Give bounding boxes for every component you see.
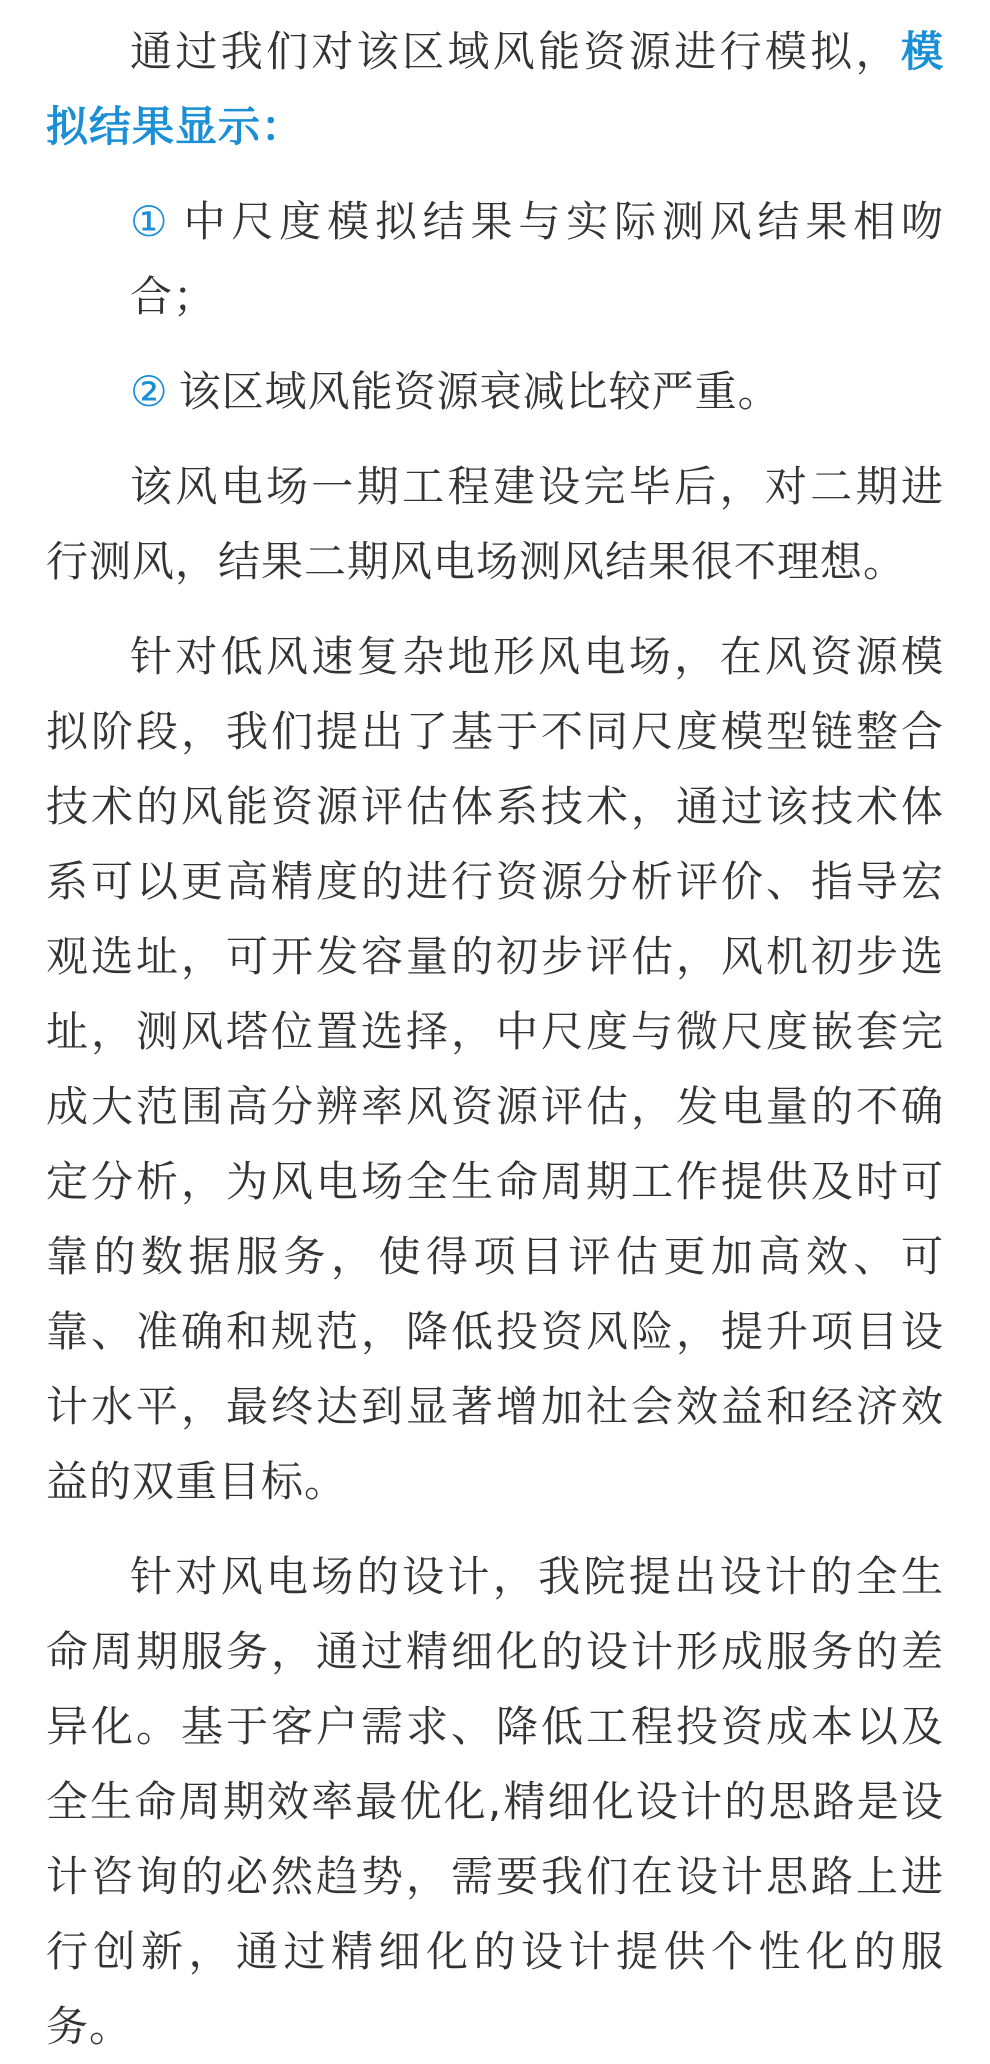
result-item-2 [46, 354, 944, 429]
result-item-1-text: 中尺度模拟结果与实际测风结果相吻合； [130, 197, 944, 321]
result-item-2-text: 该区域风能资源衰减比较严重。 [178, 367, 781, 416]
circled-number-2-icon: ② [130, 367, 169, 416]
intro-paragraph [46, 14, 944, 164]
wind-resource-method-paragraph: 针对低风速复杂地形风电场，在风资源模拟阶段，我们提出了基于不同尺度模型链整合技术的风能资源评估体系技术，通过该技术体系可以更高精度的进行资源分析评价、指导宏观选址，可开发容量的初步评估，风机初步选址，测风塔位置选择，中尺度与微尺度嵌套完成大范围高分辨率风资源评估，发电量的不确定分析，为风电场全生命周期工作提供及时可靠的数据服务，使得项目评估更加高效、可靠、准确和规范，降低投资风险，提升项目设计水平，最终达到显著增加社会效益和经济效益的双重目标。 [46, 632, 944, 1506]
circled-number-1-icon: ① [130, 197, 174, 246]
simulation-result-heading: 模拟结果显示： [46, 27, 944, 151]
phase-two-paragraph: 该风电场一期工程建设完毕后，对二期进行测风，结果二期风电场测风结果很不理想。 [46, 462, 944, 586]
intro-text: 通过我们对该区域风能资源进行模拟， [130, 27, 901, 76]
design-service-paragraph: 针对风电场的设计，我院提出设计的全生命周期服务，通过精细化的设计形成服务的差异化。基于客户需求、降低工程投资成本以及全生命周期效率最优化,精细化设计的思路是设计咨询的必然趋势，需要我们在设计思路上进行创新，通过精细化的设计提供个性化的服务。 [46, 1552, 944, 2051]
result-item-1 [46, 184, 944, 334]
